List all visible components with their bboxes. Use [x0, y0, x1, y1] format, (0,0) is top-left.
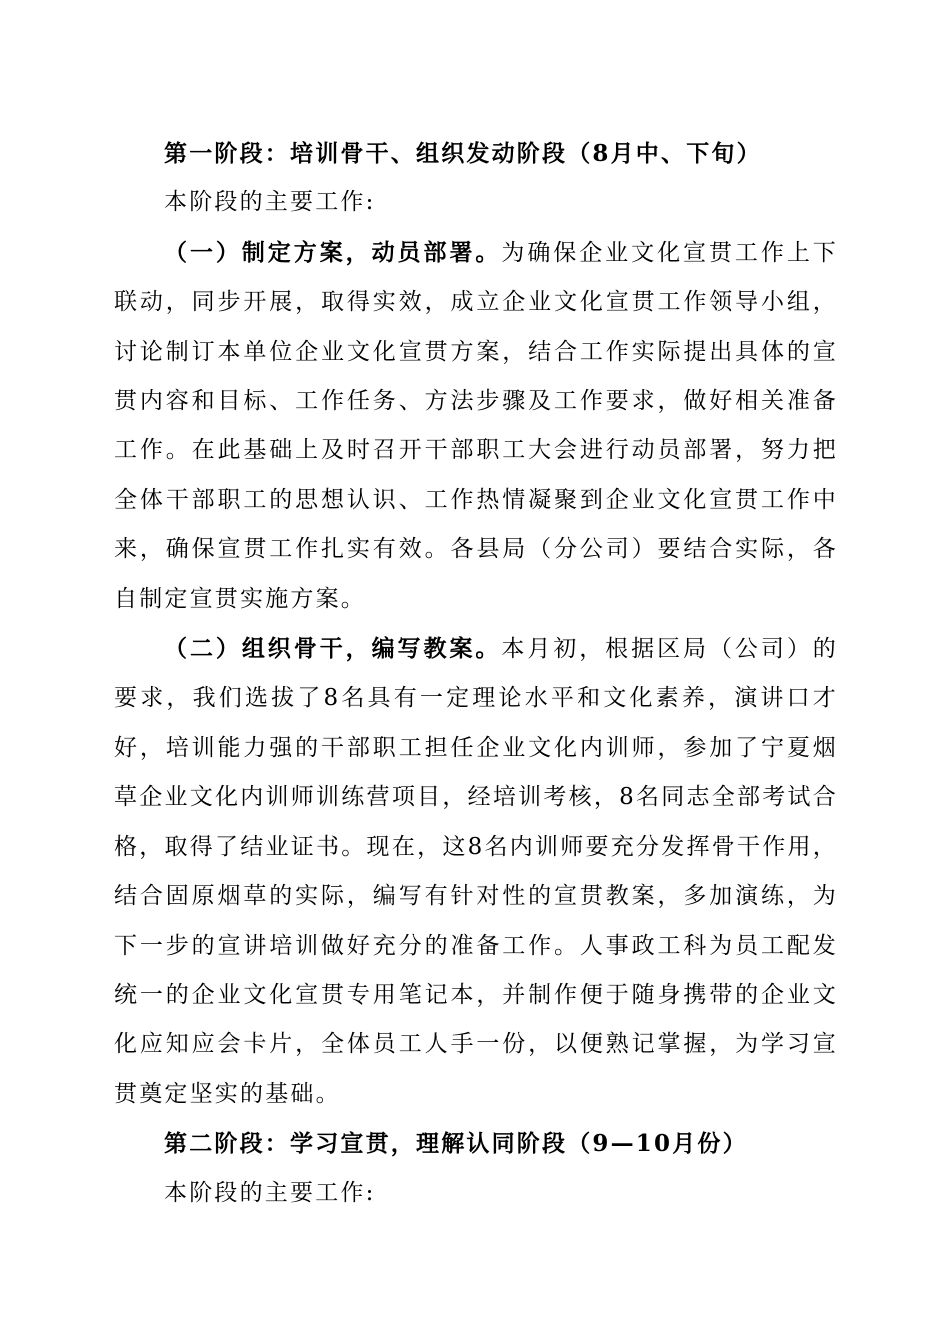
section-two-paragraph: [114, 624, 838, 1119]
stage-one-heading: 第一阶段：培训骨干、组织发动阶段（8月中、下旬）: [164, 140, 762, 167]
section-one-paragraph: [114, 228, 838, 624]
stage-two-intro: 本阶段的主要工作:: [164, 1179, 376, 1206]
stage-one-intro: 本阶段的主要工作:: [164, 189, 376, 216]
section-two-text: 本月初，根据区局（公司）的要求，我们选拔了8名具有一定理论水平和文化素养，演讲口才好，培训能力强的干部职工担任企业文化内训师，参加了宁夏烟草企业文化内训师训练营项目，经培训考核，8名同志全部考试合格，取得了结业证书。现在，这8名内训师要充分发挥骨干作用，结合固原烟草的实际，编写有针对性的宣贯教案，多加演练，为下一步的宣讲培训做好充分的准备工作。人事政工科为员工配发统一的企业文化宣贯专用笔记本，并制作便于随身携带的企业文化应知应会卡片，全体员工人手一份，以便熟记掌握，为学习宣贯奠定坚实的基础。: [114, 636, 838, 1107]
section-one-title: （一）制定方案，动员部署。: [164, 238, 502, 266]
stage-two-heading: 第二阶段：学习宣贯，理解认同阶段（9—10月份）: [164, 1130, 748, 1158]
section-two-title: （二）组织骨干，编写教案。: [164, 635, 502, 663]
document-body: [114, 129, 838, 1218]
section-one-text: 为确保企业文化宣贯工作上下联动，同步开展，取得实效，成立企业文化宣贯工作领导小组，讨论制订本单位企业文化宣贯方案，结合工作实际提出具体的宣贯内容和目标、工作任务、方法步骤及工作要求，做好相关准备工作。在此基础上及时召开干部职工大会进行动员部署，努力把全体干部职工的思想认识、工作热情凝聚到企业文化宣贯工作中来，确保宣贯工作扎实有效。各县局（分公司）要结合实际，各自制定宣贯实施方案。: [114, 239, 838, 612]
